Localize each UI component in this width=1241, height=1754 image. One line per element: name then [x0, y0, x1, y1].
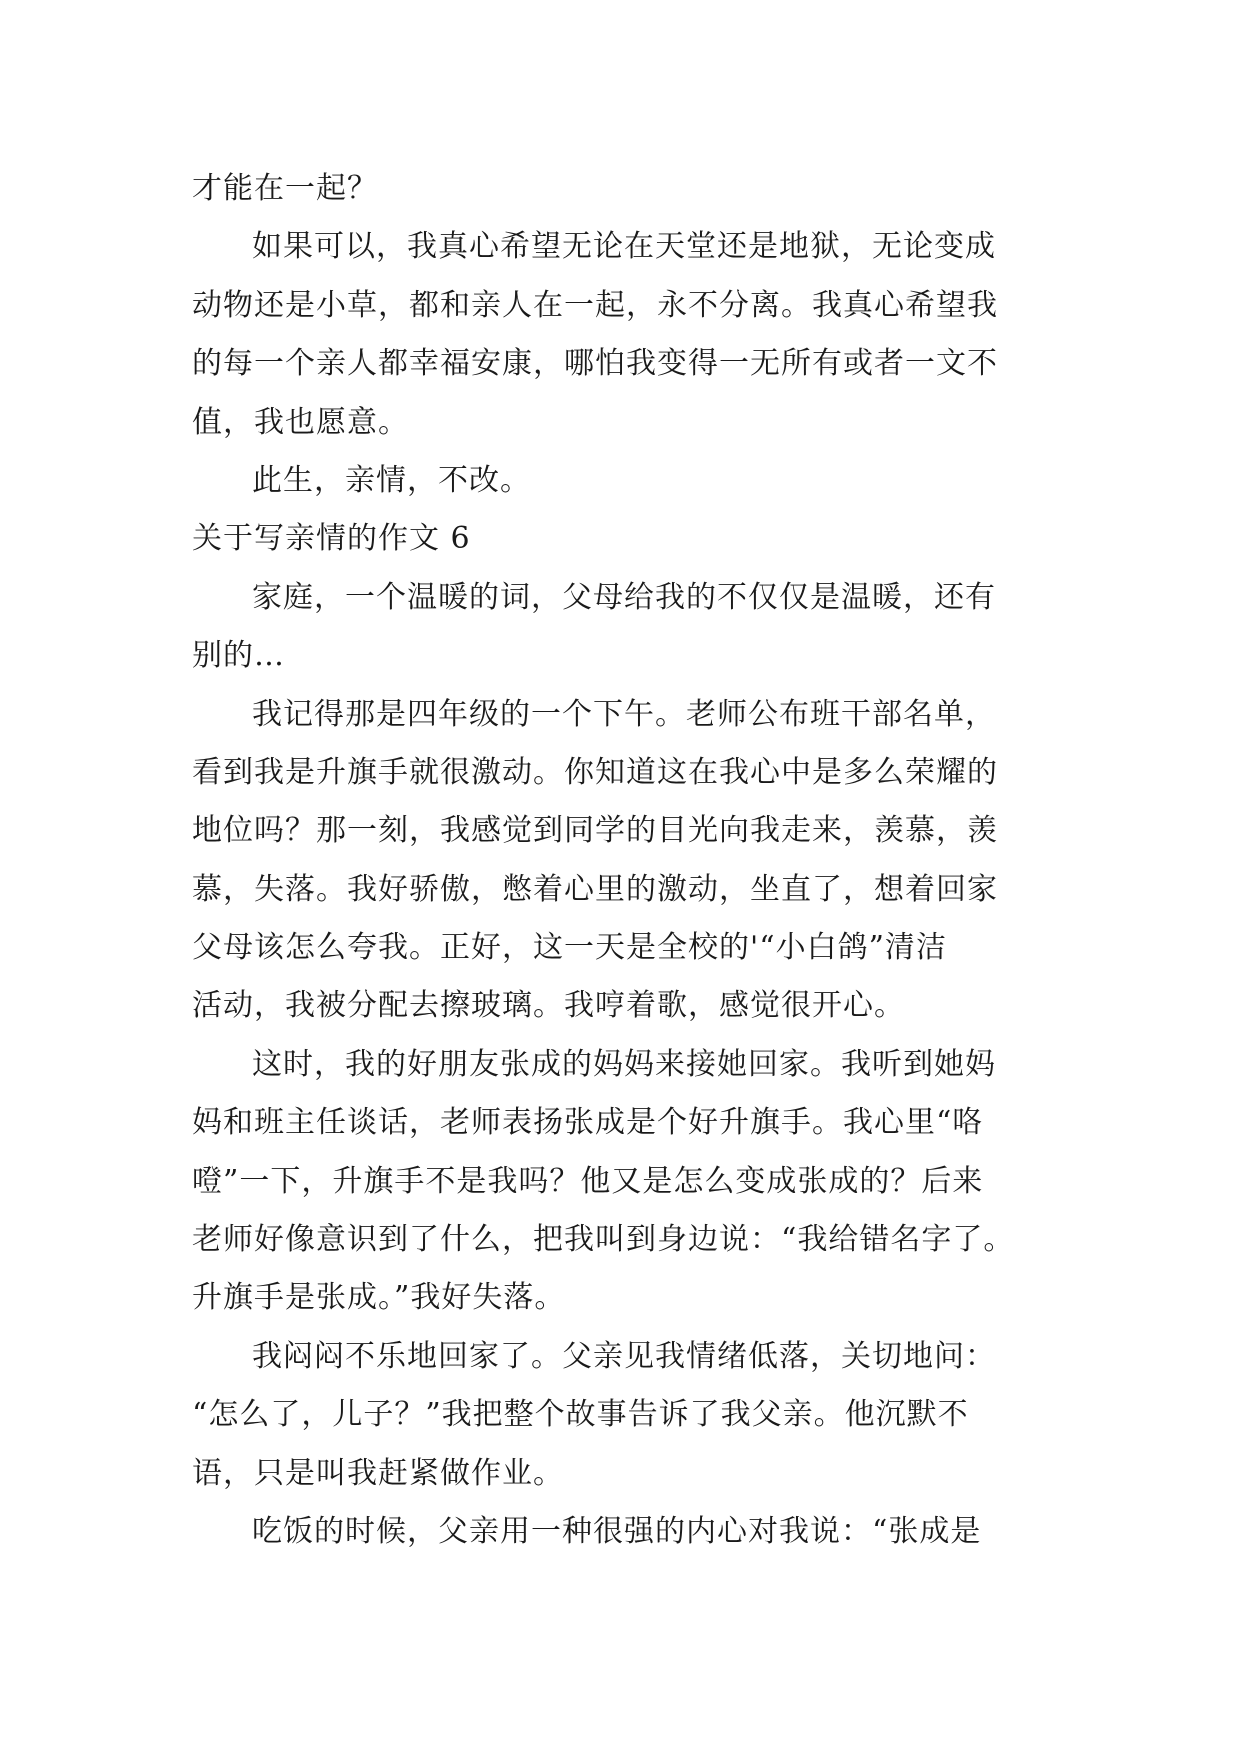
text-line: 语，只是叫我赶紧做作业。 — [192, 1455, 564, 1491]
text-line: 升旗手是张成。”我好失落。 — [192, 1280, 566, 1316]
paragraph-start-line: 这时，我的好朋友张成的妈妈来接她回家。我听到她妈 — [252, 1046, 996, 1082]
text-line: 噔”一下，升旗手不是我吗？他又是怎么变成张成的？后来 — [192, 1163, 984, 1199]
paragraph-start-line: 我记得那是四年级的一个下午。老师公布班干部名单， — [252, 696, 996, 732]
text-line: 值，我也愿意。 — [192, 404, 409, 440]
text-line: 父母该怎么夸我。正好，这一天是全校的'“小白鸽”清洁 — [192, 930, 947, 966]
text-line: 动物还是小草，都和亲人在一起，永不分离。我真心希望我 — [192, 287, 998, 323]
document-page — [192, 160, 1052, 1561]
text-line: 活动，我被分配去擦玻璃。我哼着歌，感觉很开心。 — [192, 988, 905, 1024]
paragraph-start-line: 如果可以，我真心希望无论在天堂还是地狱，无论变成 — [252, 229, 996, 265]
text-line: “怎么了，儿子？”我把整个故事告诉了我父亲。他沉默不 — [192, 1397, 969, 1433]
text-line: 老师好像意识到了什么，把我叫到身边说：“我给错名字了。 — [192, 1222, 1015, 1258]
text-line: 看到我是升旗手就很激动。你知道这在我心中是多么荣耀的 — [192, 754, 998, 790]
text-line: 地位吗？那一刻，我感觉到同学的目光向我走来，羡慕，羡 — [192, 813, 998, 849]
paragraph-start-line: 此生，亲情，不改。 — [252, 462, 531, 498]
paragraph-start-line: 吃饭的时候，父亲用一种很强的内心对我说：“张成是 — [252, 1513, 982, 1549]
section-heading: 关于写亲情的作文 6 — [192, 521, 471, 557]
text-line: 的每一个亲人都幸福安康，哪怕我变得一无所有或者一文不 — [192, 346, 998, 382]
text-line: 才能在一起？ — [192, 171, 378, 206]
text-line: 别的… — [192, 638, 285, 674]
text-line: 慕，失落。我好骄傲，憋着心里的激动，坐直了，想着回家 — [192, 871, 998, 907]
paragraph-start-line: 家庭，一个温暖的词，父母给我的不仅仅是温暖，还有 — [252, 579, 996, 615]
paragraph-start-line: 我闷闷不乐地回家了。父亲见我情绪低落，关切地问： — [252, 1338, 996, 1374]
text-line: 妈和班主任谈话，老师表扬张成是个好升旗手。我心里“咯 — [192, 1105, 984, 1141]
